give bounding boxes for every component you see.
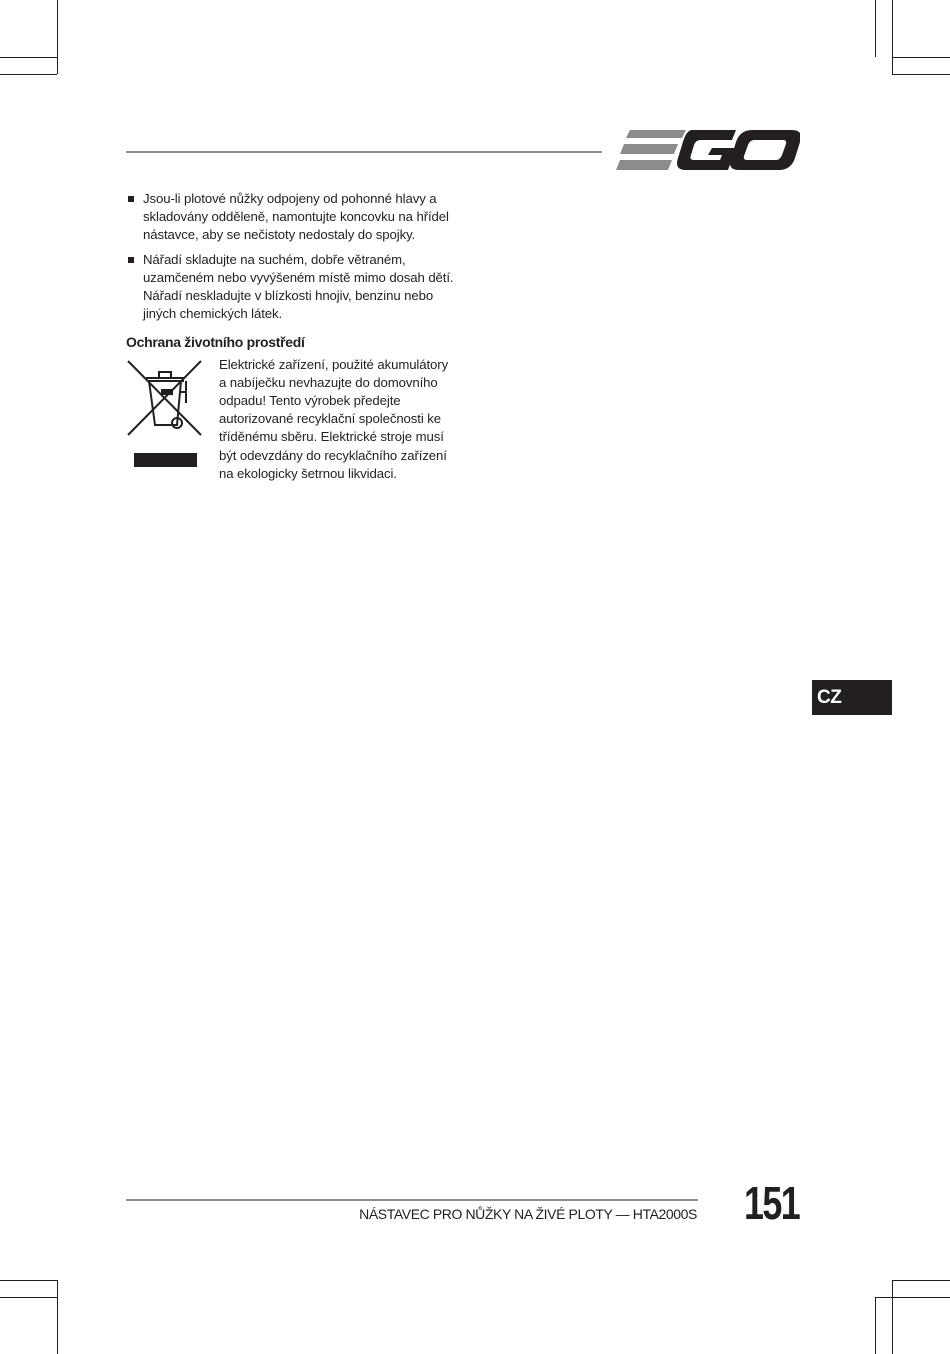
page-number: 151 [744, 1177, 800, 1229]
ego-logo [616, 128, 800, 172]
crop-mark [875, 1297, 876, 1354]
crop-mark [0, 57, 57, 58]
crop-mark [892, 1280, 893, 1354]
language-tab: CZ [812, 680, 892, 715]
list-item-text: Jsou-li plotové nůžky odpojeny od pohonné hlavy a skladovány odděleně, namontujte koncovku na hřídel nástavce, aby se nečistoty nedostaly do spojky. [143, 191, 449, 243]
crop-mark [0, 1297, 57, 1298]
footer-title: NÁSTAVEC PRO NŮŽKY NA ŽIVÉ PLOTY — HTA2000S [359, 1206, 697, 1222]
environment-section [126, 356, 456, 483]
crop-mark [0, 74, 57, 75]
crop-mark [892, 57, 950, 58]
main-content [126, 190, 456, 483]
bullet-square-icon [128, 196, 134, 202]
crop-mark [892, 1280, 950, 1281]
crop-mark [57, 1280, 58, 1354]
crop-mark [875, 1297, 950, 1298]
list-item-text: Nářadí skladujte na suchém, dobře větraném, uzamčeném nebo vyvýšeném místě mimo dosah dětí. Nářadí neskladujte v blízkosti hnojiv, benzinu nebo jiných chemických látek. [143, 251, 454, 322]
crossed-out-wheelie-bin-icon [126, 358, 206, 473]
crop-mark [875, 0, 876, 57]
list-item [126, 251, 456, 324]
crop-mark [892, 74, 950, 75]
crop-mark [892, 0, 893, 74]
crop-mark [0, 1280, 57, 1281]
environment-text: Elektrické zařízení, použité akumulátory a nabíječku nevhazujte do domovního odpadu! Tento výrobek předejte autorizované recyklační společnosti ke tříděnému sběru. Elektrické stroje musí být odevzdány do recyklačního zařízení na ekologicky šetrnou likvidaci. [219, 356, 449, 481]
section-title: Ochrana životního prostředí [126, 334, 305, 351]
header-rule [126, 151, 602, 153]
list-item [126, 190, 456, 245]
footer-rule [126, 1199, 698, 1201]
crop-mark [57, 0, 58, 74]
bullet-square-icon [128, 257, 134, 263]
